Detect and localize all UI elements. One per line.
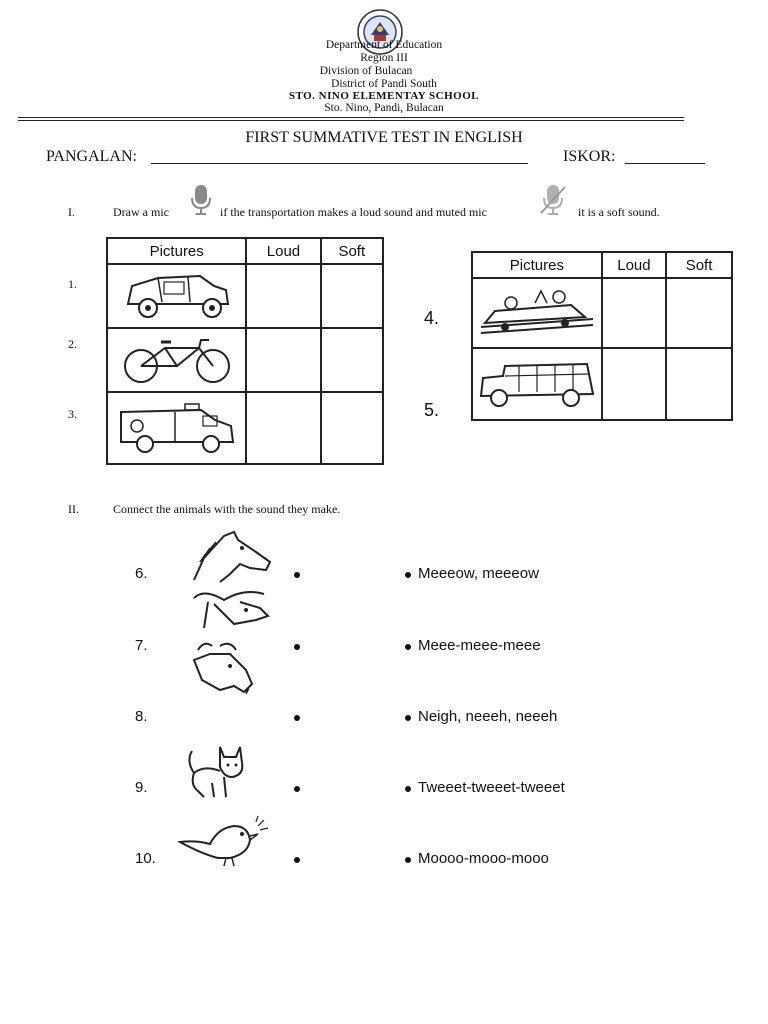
left-connect-dot[interactable] [294,857,300,863]
right-connect-dot[interactable] [405,572,411,578]
match-number: 9. [135,779,148,796]
score-label: ISKOR: [563,148,616,165]
item-number: 4. [424,308,440,328]
header-division: Division of Bulacan [319,65,413,77]
picture-cell [107,328,246,392]
part2-number: II. [68,502,79,516]
soft-answer-cell[interactable] [321,264,383,328]
left-connect-dot[interactable] [294,572,300,578]
header-address: Sto. Nino, Pandi, Bulacan [324,102,444,114]
col-header-soft: Soft [321,238,383,264]
sound-option: Tweeet-tweeet-tweeet [418,779,565,796]
picture-cell [472,348,602,420]
loud-answer-cell[interactable] [246,264,320,328]
col-header-loud: Loud [246,238,320,264]
item-number: 1. [68,277,77,291]
part1-instruction-c: it is a soft sound. [578,205,660,219]
bicycle-image [115,334,239,386]
match-number: 8. [135,708,148,725]
sound-option: Meeeow, meeeow [418,565,539,582]
header-region: Region III [360,52,408,64]
rail-cart-image [475,283,599,343]
sound-option: Meee-meee-meee [418,637,541,654]
item-number: 2. [68,337,77,351]
carabao-image [184,588,274,632]
match-number: 10. [135,850,156,867]
test-title: FIRST SUMMATIVE TEST IN ENGLISH [245,129,523,146]
transport-table-left [106,237,384,465]
right-connect-dot[interactable] [405,715,411,721]
right-connect-dot[interactable] [405,644,411,650]
left-connect-dot[interactable] [294,644,300,650]
left-connect-dot[interactable] [294,715,300,721]
left-connect-dot[interactable] [294,786,300,792]
bird-image [178,814,272,866]
picture-cell [107,392,246,464]
header-school: STO. NINO ELEMENTAY SCHOOL [288,90,480,102]
loud-answer-cell[interactable] [602,278,666,348]
part2-instruction: Connect the animals with the sound they make. [113,502,341,516]
ambulance-van-image [115,398,239,458]
part1-number: I. [68,205,75,219]
loud-answer-cell[interactable] [246,392,320,464]
cat-image [184,741,248,799]
score-field[interactable] [625,163,705,164]
sound-option: Moooo-mooo-mooo [418,850,549,867]
right-connect-dot[interactable] [405,857,411,863]
picture-cell [472,278,602,348]
part1-instruction-a: Draw a mic [113,205,169,219]
item-number: 5. [424,400,440,420]
loud-answer-cell[interactable] [602,348,666,420]
soft-answer-cell[interactable] [666,278,732,348]
soft-answer-cell[interactable] [321,328,383,392]
name-field[interactable] [151,163,528,164]
item-number: 3. [68,407,77,421]
goat-image [190,640,270,694]
loud-answer-cell[interactable] [246,328,320,392]
col-header-pictures: Pictures [472,252,602,278]
header-divider [18,117,684,118]
picture-cell [107,264,246,328]
name-label: PANGALAN: [46,148,137,165]
soft-answer-cell[interactable] [321,392,383,464]
col-header-loud: Loud [602,252,666,278]
right-connect-dot[interactable] [405,786,411,792]
jeep-vehicle-image [118,268,236,324]
microphone-icon [188,183,214,217]
transport-table-right [471,251,733,421]
header-divider [18,120,684,121]
header-district: District of Pandi South [331,78,437,90]
match-number: 7. [135,637,148,654]
match-number: 6. [135,565,148,582]
sound-option: Neigh, neeeh, neeeh [418,708,558,725]
jeepney-image [475,354,599,414]
muted-microphone-icon [538,183,568,217]
col-header-pictures: Pictures [107,238,246,264]
header-department: Department of Education [325,39,443,51]
part1-instruction-b: if the transportation makes a loud sound and muted mic [220,205,487,219]
col-header-soft: Soft [666,252,732,278]
horse-image [190,528,274,584]
soft-answer-cell[interactable] [666,348,732,420]
